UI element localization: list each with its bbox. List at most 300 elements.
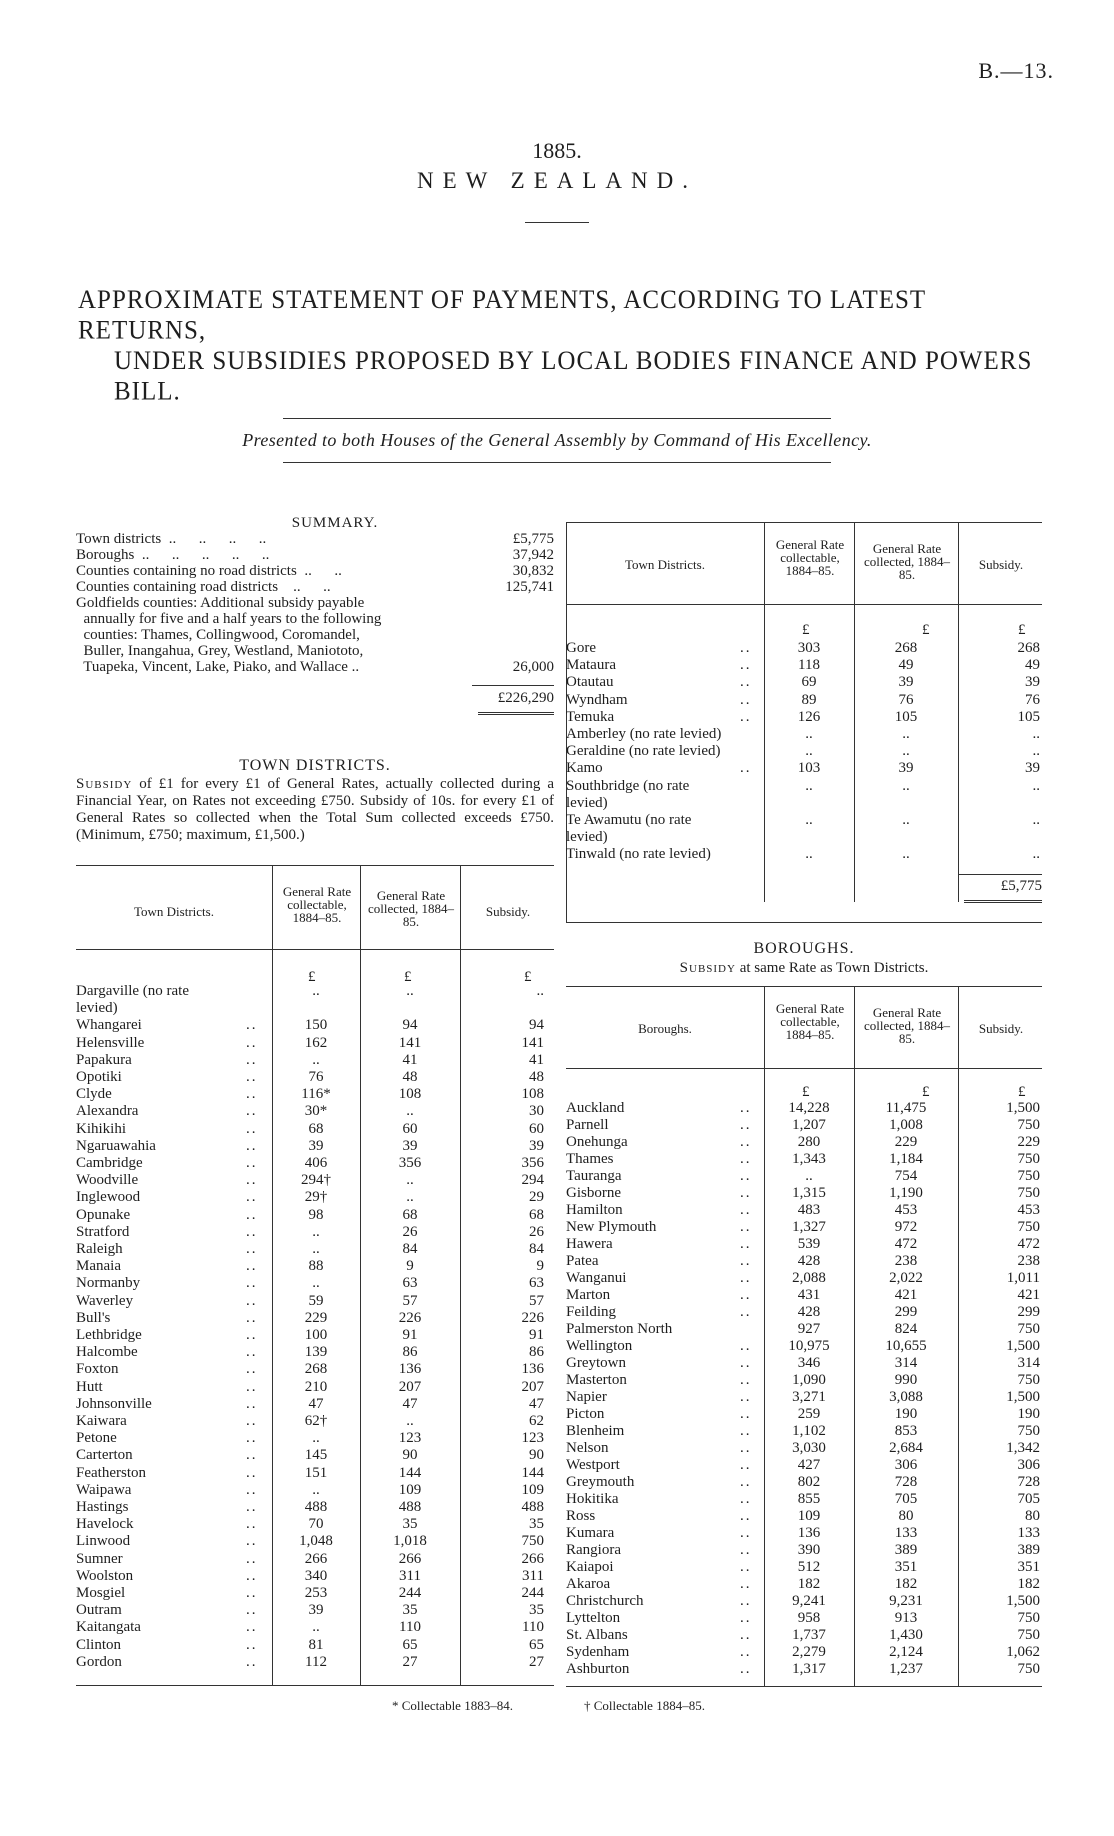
row-leader-dots: ..: [246, 1430, 258, 1447]
row-leader-dots: ..: [740, 1559, 752, 1575]
row-collectable: ..: [312, 1051, 320, 1068]
row-collectable: 2,279: [792, 1644, 826, 1660]
row-name: Otautau: [566, 674, 614, 691]
row-collectable: 266: [304, 1550, 328, 1567]
row-collected: 141: [398, 1034, 422, 1051]
row-leader-dots: ..: [246, 1051, 258, 1068]
right-col-subsidy-header: Subsidy.: [978, 557, 1024, 572]
table-row: [566, 1610, 1042, 1627]
row-subsidy: 84: [529, 1241, 544, 1257]
document-title: [78, 285, 1058, 407]
row-collected: 110: [399, 1619, 421, 1636]
table-row: [566, 1525, 1042, 1542]
row-collectable: 98: [308, 1206, 324, 1223]
row-subsidy: 65: [529, 1636, 544, 1653]
row-collected: 136: [398, 1361, 422, 1378]
row-leader-dots: ..: [740, 1134, 752, 1150]
row-leader-dots: ..: [740, 1474, 752, 1490]
row-leader-dots: ..: [246, 1172, 258, 1189]
row-collectable: 109: [797, 1508, 821, 1524]
row-leader-dots: ..: [246, 1223, 258, 1240]
row-subsidy: 750: [1017, 1423, 1040, 1439]
row-name: Alexandra: [76, 1103, 139, 1120]
table-row: [566, 1644, 1042, 1661]
right-col-collectable-header: General Rate collectable, 1884–85.: [775, 537, 845, 578]
row-leader-dots: ..: [740, 1270, 752, 1286]
summary-row-amount: [472, 627, 554, 643]
row-leader-dots: ..: [740, 1219, 752, 1235]
row-leader-dots: ..: [246, 1464, 258, 1481]
row-collected: 207: [398, 1378, 422, 1395]
table-row: [566, 846, 1042, 863]
row-subsidy: 123: [521, 1430, 544, 1447]
table-row: [76, 1568, 554, 1585]
row-subsidy: 47: [529, 1395, 544, 1412]
row-collected: 123: [398, 1430, 422, 1447]
row-collectable: 294†: [301, 1172, 331, 1189]
row-collectable: 89: [801, 691, 817, 708]
row-collected: 824: [894, 1321, 918, 1337]
table-row: [76, 1258, 554, 1275]
row-leader-dots: ..: [246, 1516, 258, 1533]
document-code: B.—13.: [978, 58, 1054, 83]
row-collectable: 2,088: [792, 1270, 826, 1286]
town-districts-total-double-rule: [964, 900, 1042, 903]
row-subsidy: 750: [1017, 1661, 1040, 1677]
table-row: [76, 1138, 554, 1155]
row-collected: 109: [398, 1481, 422, 1498]
row-subsidy: 90: [529, 1447, 544, 1464]
row-name: levied): [566, 794, 608, 811]
row-leader-dots: ..: [740, 1593, 752, 1609]
row-collected: 853: [894, 1423, 918, 1439]
row-name: Kihikihi: [76, 1120, 127, 1137]
row-collectable: 346: [797, 1355, 821, 1371]
row-collectable: 268: [304, 1361, 328, 1378]
row-name: Papakura: [76, 1051, 132, 1068]
row-collected: 27: [402, 1653, 418, 1670]
title-line-3: BILL.: [114, 377, 181, 406]
table-row: [76, 1551, 554, 1568]
row-collected: 356: [398, 1155, 422, 1171]
row-collected: 266: [398, 1550, 422, 1567]
row-collectable: 151: [304, 1464, 328, 1481]
row-subsidy: 750: [1017, 1610, 1040, 1626]
row-leader-dots: ..: [246, 1499, 258, 1515]
row-name: Kaiapoi: [566, 1559, 614, 1575]
row-subsidy: ..: [1032, 726, 1040, 742]
row-leader-dots: ..: [246, 1309, 258, 1326]
row-subsidy: 86: [529, 1344, 544, 1361]
row-leader-dots: ..: [246, 1292, 258, 1309]
row-collected: 108: [398, 1086, 422, 1103]
left-col-name-header: Town Districts.: [134, 904, 214, 919]
row-name: Kaiwara: [76, 1413, 127, 1429]
row-subsidy: 63: [529, 1275, 544, 1292]
row-name: levied): [76, 1000, 118, 1017]
table-row: [76, 1000, 554, 1017]
row-collectable: ..: [312, 1241, 320, 1257]
row-leader-dots: ..: [740, 1185, 752, 1201]
row-name: Bull's: [76, 1309, 111, 1326]
summary-heading: SUMMARY.: [291, 515, 379, 531]
row-subsidy: ..: [1032, 743, 1040, 760]
summary-row-label: Boroughs: [76, 547, 135, 563]
row-name: Temuka: [566, 708, 615, 725]
row-name: Normanby: [76, 1275, 141, 1292]
row-subsidy: ..: [1032, 777, 1040, 794]
row-name: Wanganui: [566, 1270, 627, 1286]
row-collected: 86: [402, 1344, 418, 1361]
table-row: [76, 1155, 554, 1172]
summary-row-amount: 26,000: [512, 659, 554, 675]
row-subsidy: 750: [1017, 1185, 1040, 1201]
row-name: Foxton: [76, 1361, 119, 1378]
row-collected: 226: [398, 1309, 422, 1326]
table-row: [566, 1559, 1042, 1576]
right-unit-collectable: £: [802, 622, 810, 638]
boroughs-table: [566, 986, 1042, 1696]
right-col-collected-header: General Rate collected, 1884–85.: [864, 541, 950, 582]
table-row: [76, 1654, 554, 1671]
summary-row-label-wrap: [76, 579, 472, 595]
row-collected: 9,231: [889, 1593, 923, 1609]
bor-col-name-header: Boroughs.: [638, 1021, 692, 1036]
row-collectable: 802: [797, 1474, 821, 1490]
table-row: [566, 812, 1042, 829]
row-subsidy: 268: [1017, 640, 1040, 656]
row-collected: ..: [406, 1103, 414, 1120]
row-leader-dots: ..: [246, 1258, 258, 1275]
row-subsidy: 1,011: [1006, 1270, 1040, 1286]
row-collectable: 29†: [304, 1189, 328, 1206]
row-collectable: 1,048: [299, 1533, 333, 1550]
row-collected: 35: [402, 1602, 418, 1619]
table-row: [76, 1207, 554, 1224]
row-collectable: 39: [308, 1137, 324, 1154]
row-collected: 10,655: [885, 1338, 927, 1354]
row-name: Blenheim: [566, 1423, 625, 1439]
row-collected: 39: [402, 1137, 418, 1154]
row-collectable: ..: [805, 1168, 813, 1184]
row-collected: 144: [398, 1464, 422, 1481]
row-name: Inglewood: [76, 1189, 141, 1206]
row-collectable: 406: [304, 1155, 328, 1171]
row-name: Nelson: [566, 1440, 609, 1456]
table-row: [76, 1361, 554, 1378]
row-collectable: 88: [308, 1258, 324, 1275]
row-name: Southbridge (no rate: [566, 777, 690, 794]
table-row: [566, 1253, 1042, 1270]
summary-row-label-wrap: [76, 643, 472, 659]
row-name: Rangiora: [566, 1542, 621, 1558]
row-collected: 268: [894, 640, 918, 656]
summary-row-amount: 125,741: [505, 579, 554, 595]
table-row: [566, 1508, 1042, 1525]
row-name: Picton: [566, 1406, 605, 1422]
row-collectable: 1,090: [792, 1372, 826, 1388]
row-name: Hamilton: [566, 1202, 623, 1218]
row-collected: 182: [894, 1576, 918, 1592]
row-collected: 80: [898, 1508, 914, 1524]
row-leader-dots: ..: [246, 1413, 258, 1429]
row-collectable: ..: [805, 726, 813, 742]
row-name: Akaroa: [566, 1576, 611, 1592]
row-collected: 2,684: [889, 1440, 923, 1456]
table-row: [566, 1287, 1042, 1304]
row-leader-dots: ..: [740, 1253, 752, 1269]
row-collectable: ..: [805, 743, 813, 760]
row-collected: 314: [894, 1355, 918, 1371]
row-collected: 105: [894, 708, 918, 725]
row-subsidy: 105: [1017, 708, 1040, 725]
row-collectable: 81: [308, 1636, 324, 1653]
row-subsidy: 141: [521, 1034, 544, 1051]
row-subsidy: 750: [1017, 1168, 1040, 1184]
table-row: [566, 1474, 1042, 1491]
row-subsidy: 421: [1017, 1287, 1040, 1303]
table-row: [566, 1406, 1042, 1423]
row-leader-dots: ..: [246, 1395, 258, 1412]
table-row: [566, 1202, 1042, 1219]
row-name: Raleigh: [76, 1241, 123, 1257]
row-collectable: ..: [312, 1275, 320, 1292]
row-leader-dots: ..: [740, 1287, 752, 1303]
row-collected: ..: [406, 1189, 414, 1206]
row-collected: ..: [902, 812, 910, 828]
row-name: Hastings: [76, 1499, 129, 1515]
row-name: Hokitika: [566, 1491, 619, 1507]
row-subsidy: 41: [529, 1051, 544, 1068]
summary-row: [76, 579, 554, 595]
row-subsidy: 39: [1025, 674, 1040, 691]
row-collectable: 428: [797, 1253, 821, 1269]
row-collected: 39: [898, 674, 914, 691]
table-row: [76, 1602, 554, 1619]
summary-row-label-wrap: [76, 531, 472, 547]
summary-row-label: annually for five and a half years to the following: [76, 611, 382, 627]
bor-col-collectable-header: General Rate collectable, 1884–85.: [775, 1001, 845, 1042]
row-collectable: 70: [308, 1516, 324, 1533]
table-row: [76, 1482, 554, 1499]
row-subsidy: 238: [1017, 1253, 1040, 1269]
row-collectable: 253: [304, 1585, 328, 1601]
table-row: [76, 1017, 554, 1034]
row-collected: 913: [894, 1610, 918, 1626]
row-collected: 41: [402, 1051, 418, 1068]
row-leader-dots: ..: [246, 1344, 258, 1361]
row-subsidy: ..: [536, 983, 544, 999]
row-leader-dots: ..: [740, 1508, 752, 1524]
row-name: Ross: [566, 1508, 596, 1524]
row-collectable: 1,317: [792, 1661, 826, 1677]
table-row: [566, 1593, 1042, 1610]
summary-row-dots: .. .. .. .. ..: [134, 547, 270, 563]
row-leader-dots: ..: [246, 1602, 258, 1619]
table-row: [566, 778, 1042, 795]
row-collectable: 483: [797, 1202, 821, 1218]
row-leader-dots: ..: [246, 1550, 258, 1567]
table-row: [566, 1134, 1042, 1151]
row-subsidy: 9: [536, 1258, 544, 1275]
row-collected: ..: [902, 743, 910, 760]
table-row: [566, 692, 1042, 709]
row-name: Kaitangata: [76, 1619, 141, 1636]
presented-line: Presented to both Houses of the General Assembly by Command of His Excellency.: [242, 430, 872, 450]
table-row: [566, 1355, 1042, 1372]
row-name: Halcombe: [76, 1344, 138, 1361]
row-name: Ashburton: [566, 1661, 630, 1677]
row-subsidy: 60: [529, 1120, 544, 1137]
table-row: [566, 1151, 1042, 1168]
table-row: [566, 1100, 1042, 1117]
row-subsidy: 35: [529, 1516, 544, 1533]
row-collectable: 1,207: [792, 1117, 826, 1133]
row-subsidy: 62: [529, 1413, 544, 1429]
row-leader-dots: ..: [740, 691, 752, 708]
row-name: Hutt: [76, 1378, 103, 1395]
row-name: Woolston: [76, 1567, 134, 1584]
row-name: Outram: [76, 1602, 122, 1619]
row-collected: 351: [894, 1559, 918, 1575]
table-row: [76, 1241, 554, 1258]
summary-row-label: counties: Thames, Collingwood, Coromandel,: [76, 627, 360, 643]
row-collected: 972: [894, 1219, 918, 1235]
summary-row-label-wrap: [76, 547, 472, 563]
row-leader-dots: ..: [246, 1189, 258, 1206]
row-subsidy: 76: [1025, 691, 1040, 708]
row-collected: 49: [898, 657, 914, 674]
row-subsidy: 750: [1017, 1372, 1040, 1388]
row-leader-dots: ..: [740, 1202, 752, 1218]
summary-row-label: Counties containing road districts: [76, 579, 279, 595]
row-leader-dots: ..: [740, 1610, 752, 1626]
row-name: Kamo: [566, 760, 603, 777]
table-row: [566, 1338, 1042, 1355]
summary-row-label-wrap: [76, 563, 472, 579]
table-row: [566, 709, 1042, 726]
row-collected: 453: [894, 1202, 918, 1218]
summary-row-label-wrap: [76, 595, 472, 611]
row-name: Woodville: [76, 1172, 139, 1189]
row-name: Tauranga: [566, 1168, 622, 1184]
table-row: [76, 1293, 554, 1310]
row-name: Te Awamutu (no rate: [566, 812, 692, 828]
summary-row: [76, 547, 554, 563]
row-name: Auckland: [566, 1100, 625, 1116]
summary-row-amount: [472, 611, 554, 627]
town-districts-table-right: [566, 522, 1042, 922]
left-col-collectable-header: General Rate collectable, 1884–85.: [282, 884, 352, 925]
title-divider: [525, 222, 589, 223]
row-subsidy: 356: [521, 1155, 544, 1171]
row-leader-dots: ..: [740, 1423, 752, 1439]
row-subsidy: 94: [529, 1017, 544, 1034]
row-leader-dots: ..: [740, 708, 752, 725]
row-leader-dots: ..: [246, 1585, 258, 1601]
row-name: Feilding: [566, 1304, 617, 1320]
row-leader-dots: ..: [740, 1406, 752, 1422]
row-leader-dots: ..: [246, 1137, 258, 1154]
row-subsidy: 1,500: [1006, 1338, 1040, 1354]
table-row: [76, 1619, 554, 1636]
row-leader-dots: ..: [740, 1525, 752, 1541]
row-subsidy: ..: [1032, 812, 1040, 828]
table-row: [76, 1533, 554, 1550]
summary-row: [76, 563, 554, 579]
row-leader-dots: ..: [740, 1627, 752, 1643]
row-collectable: ..: [805, 777, 813, 794]
row-subsidy: 728: [1017, 1474, 1040, 1490]
boroughs-description: [566, 960, 1042, 977]
summary-row-amount: £5,775: [512, 531, 554, 547]
row-name: Gordon: [76, 1653, 122, 1670]
left-unit-collected: £: [404, 969, 412, 985]
row-collected: 306: [894, 1457, 918, 1473]
summary-row-dots: .. ..: [296, 563, 342, 579]
table-row: [76, 1189, 554, 1206]
row-collectable: 280: [797, 1134, 821, 1150]
row-subsidy: 229: [1017, 1134, 1040, 1150]
row-leader-dots: ..: [246, 1567, 258, 1584]
row-name: Ngaruawahia: [76, 1137, 156, 1154]
row-subsidy: 182: [1017, 1576, 1040, 1592]
table-row: [76, 1379, 554, 1396]
row-collectable: 958: [797, 1610, 821, 1626]
row-collected: 68: [402, 1206, 418, 1223]
row-collectable: 62†: [304, 1413, 328, 1429]
row-collectable: 1,102: [792, 1423, 826, 1439]
summary-total-double-rule: [478, 712, 554, 715]
table-row: [566, 1372, 1042, 1389]
row-subsidy: 1,500: [1006, 1593, 1040, 1609]
summary-row: [76, 643, 554, 659]
row-collected: 754: [894, 1168, 918, 1184]
summary-row-amount: 37,942: [512, 547, 554, 563]
row-leader-dots: ..: [740, 1457, 752, 1473]
summary-row-label-wrap: [76, 627, 472, 643]
row-collected: 2,022: [889, 1270, 923, 1286]
row-subsidy: 294: [521, 1172, 544, 1189]
row-collectable: ..: [805, 846, 813, 863]
row-name: Petone: [76, 1430, 117, 1447]
table-row: [566, 1117, 1042, 1134]
row-collected: 65: [402, 1636, 418, 1653]
town-districts-subsidy-lead: Subsidy: [76, 776, 133, 792]
summary-rows: [76, 531, 554, 675]
row-name: Kumara: [566, 1525, 615, 1541]
row-subsidy: 144: [521, 1464, 544, 1481]
row-subsidy: 750: [1017, 1151, 1040, 1167]
row-collectable: 340: [304, 1567, 328, 1584]
row-leader-dots: ..: [246, 1241, 258, 1257]
row-collectable: 488: [304, 1499, 328, 1515]
table-row: [76, 1224, 554, 1241]
row-leader-dots: ..: [740, 1168, 752, 1184]
row-subsidy: 110: [522, 1619, 544, 1636]
table-row: [76, 1103, 554, 1120]
row-subsidy: 750: [1017, 1219, 1040, 1235]
row-name: Gisborne: [566, 1185, 621, 1201]
row-collectable: 427: [797, 1457, 821, 1473]
row-collectable: 100: [304, 1327, 328, 1343]
row-collectable: 3,271: [792, 1389, 826, 1405]
summary-row-amount: 30,832: [512, 563, 554, 579]
row-leader-dots: ..: [740, 1491, 752, 1507]
table-row: [566, 795, 1042, 812]
row-leader-dots: ..: [246, 1653, 258, 1670]
row-collected: 60: [402, 1120, 418, 1137]
